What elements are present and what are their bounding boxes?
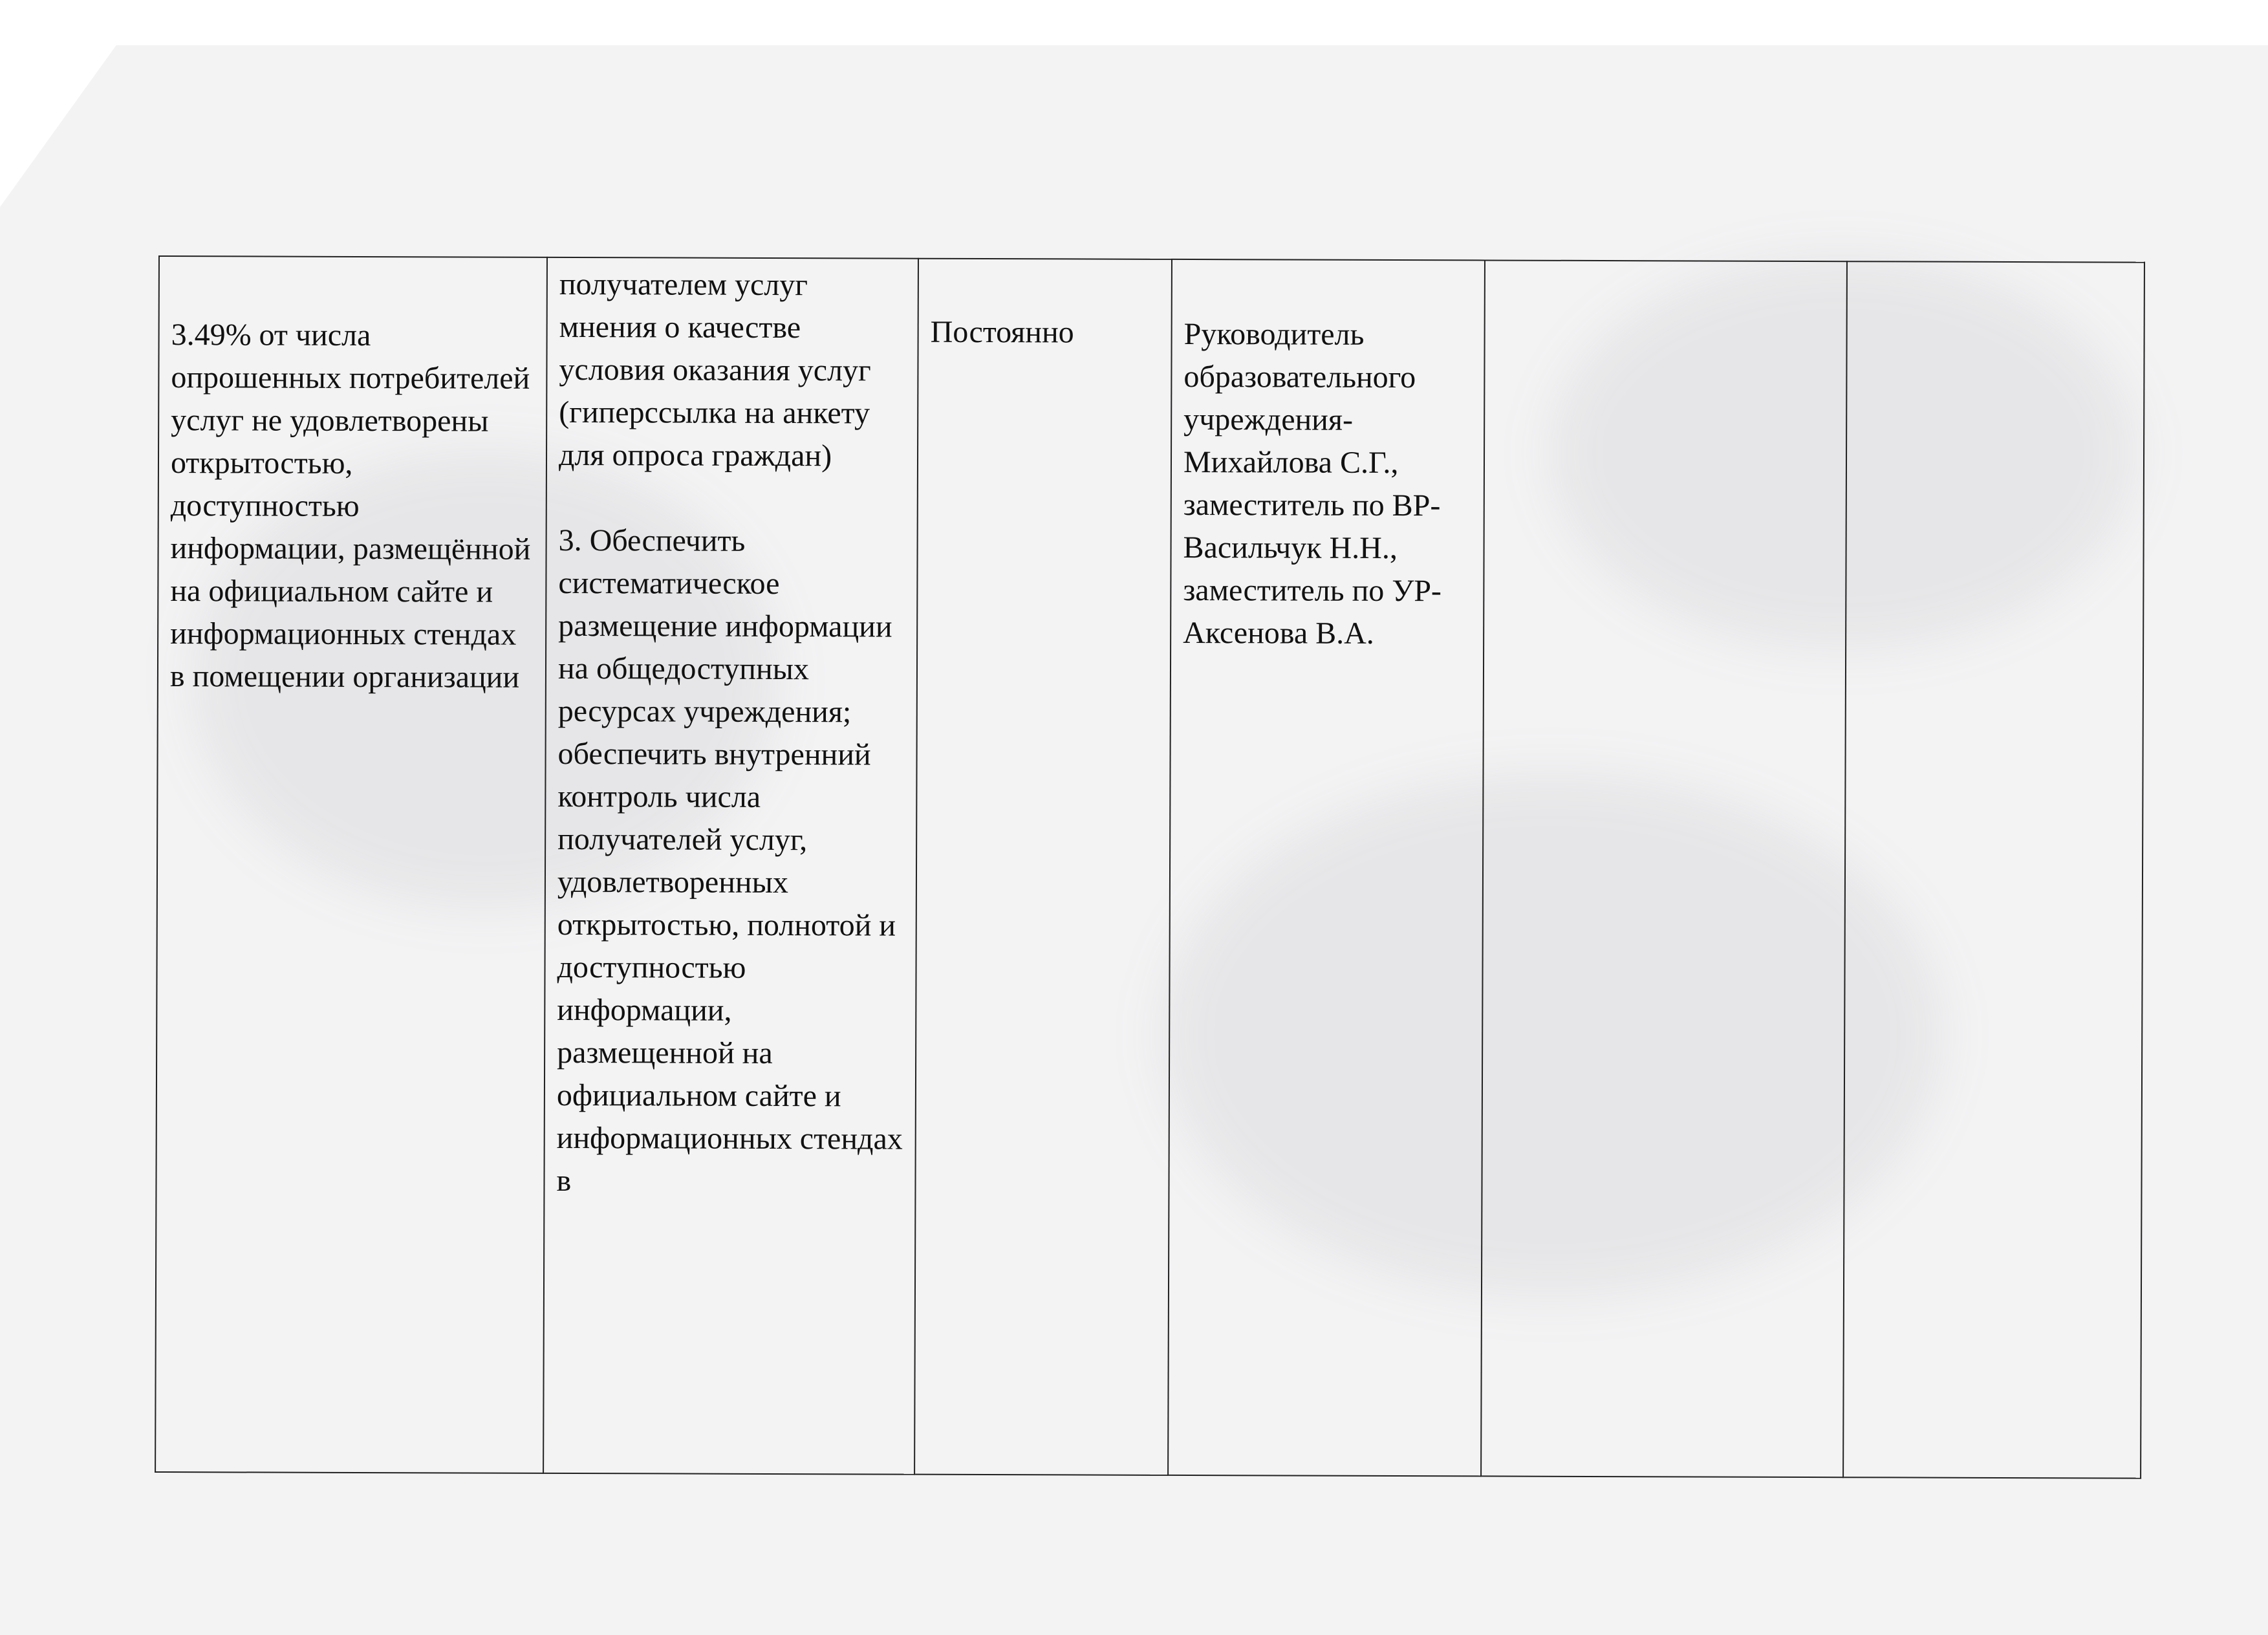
cell-measures: [543, 257, 918, 1475]
responsible-text: Руководитель образовательного учреждения- Михайлова С.Г., заместитель по ВР- Васильчук Н.Н., заместитель по УР- Аксенова В.А.: [1183, 316, 1442, 651]
cell-problem: [155, 256, 547, 1473]
measure-paragraph-continued: получателем услуг мнения о качестве условия оказания услуг (гиперссылка на анкету для опроса граждан): [558, 266, 871, 473]
cell-empty-5: [1481, 260, 1847, 1477]
scan-top-margin: [0, 0, 2268, 45]
plan-table: [155, 255, 2145, 1479]
scan-folded-corner: [0, 0, 149, 207]
table-row: [155, 256, 2144, 1478]
cell-problem-text: 3.49% от числа опрошенных потребителей услуг не удовлетворены открытостью, доступностью информации, размещённой на официальном сайте и информационных стендах в помещении организации: [169, 318, 531, 695]
cell-responsible: [1168, 259, 1485, 1477]
cell-empty-6: [1843, 261, 2144, 1478]
deadline-text: Постоянно: [930, 314, 1074, 350]
measure-paragraph-3: 3. Обеспечить систематическое размещение информации на общедоступных ресурсах учреждения; обеспечить внутренний контроль числа получателей услуг, удовлетворенных открытостью, полнотой и доступностью информации, размещенной на официальном сайте и информационных стендах в: [556, 523, 903, 1198]
cell-deadline: [914, 259, 1172, 1475]
